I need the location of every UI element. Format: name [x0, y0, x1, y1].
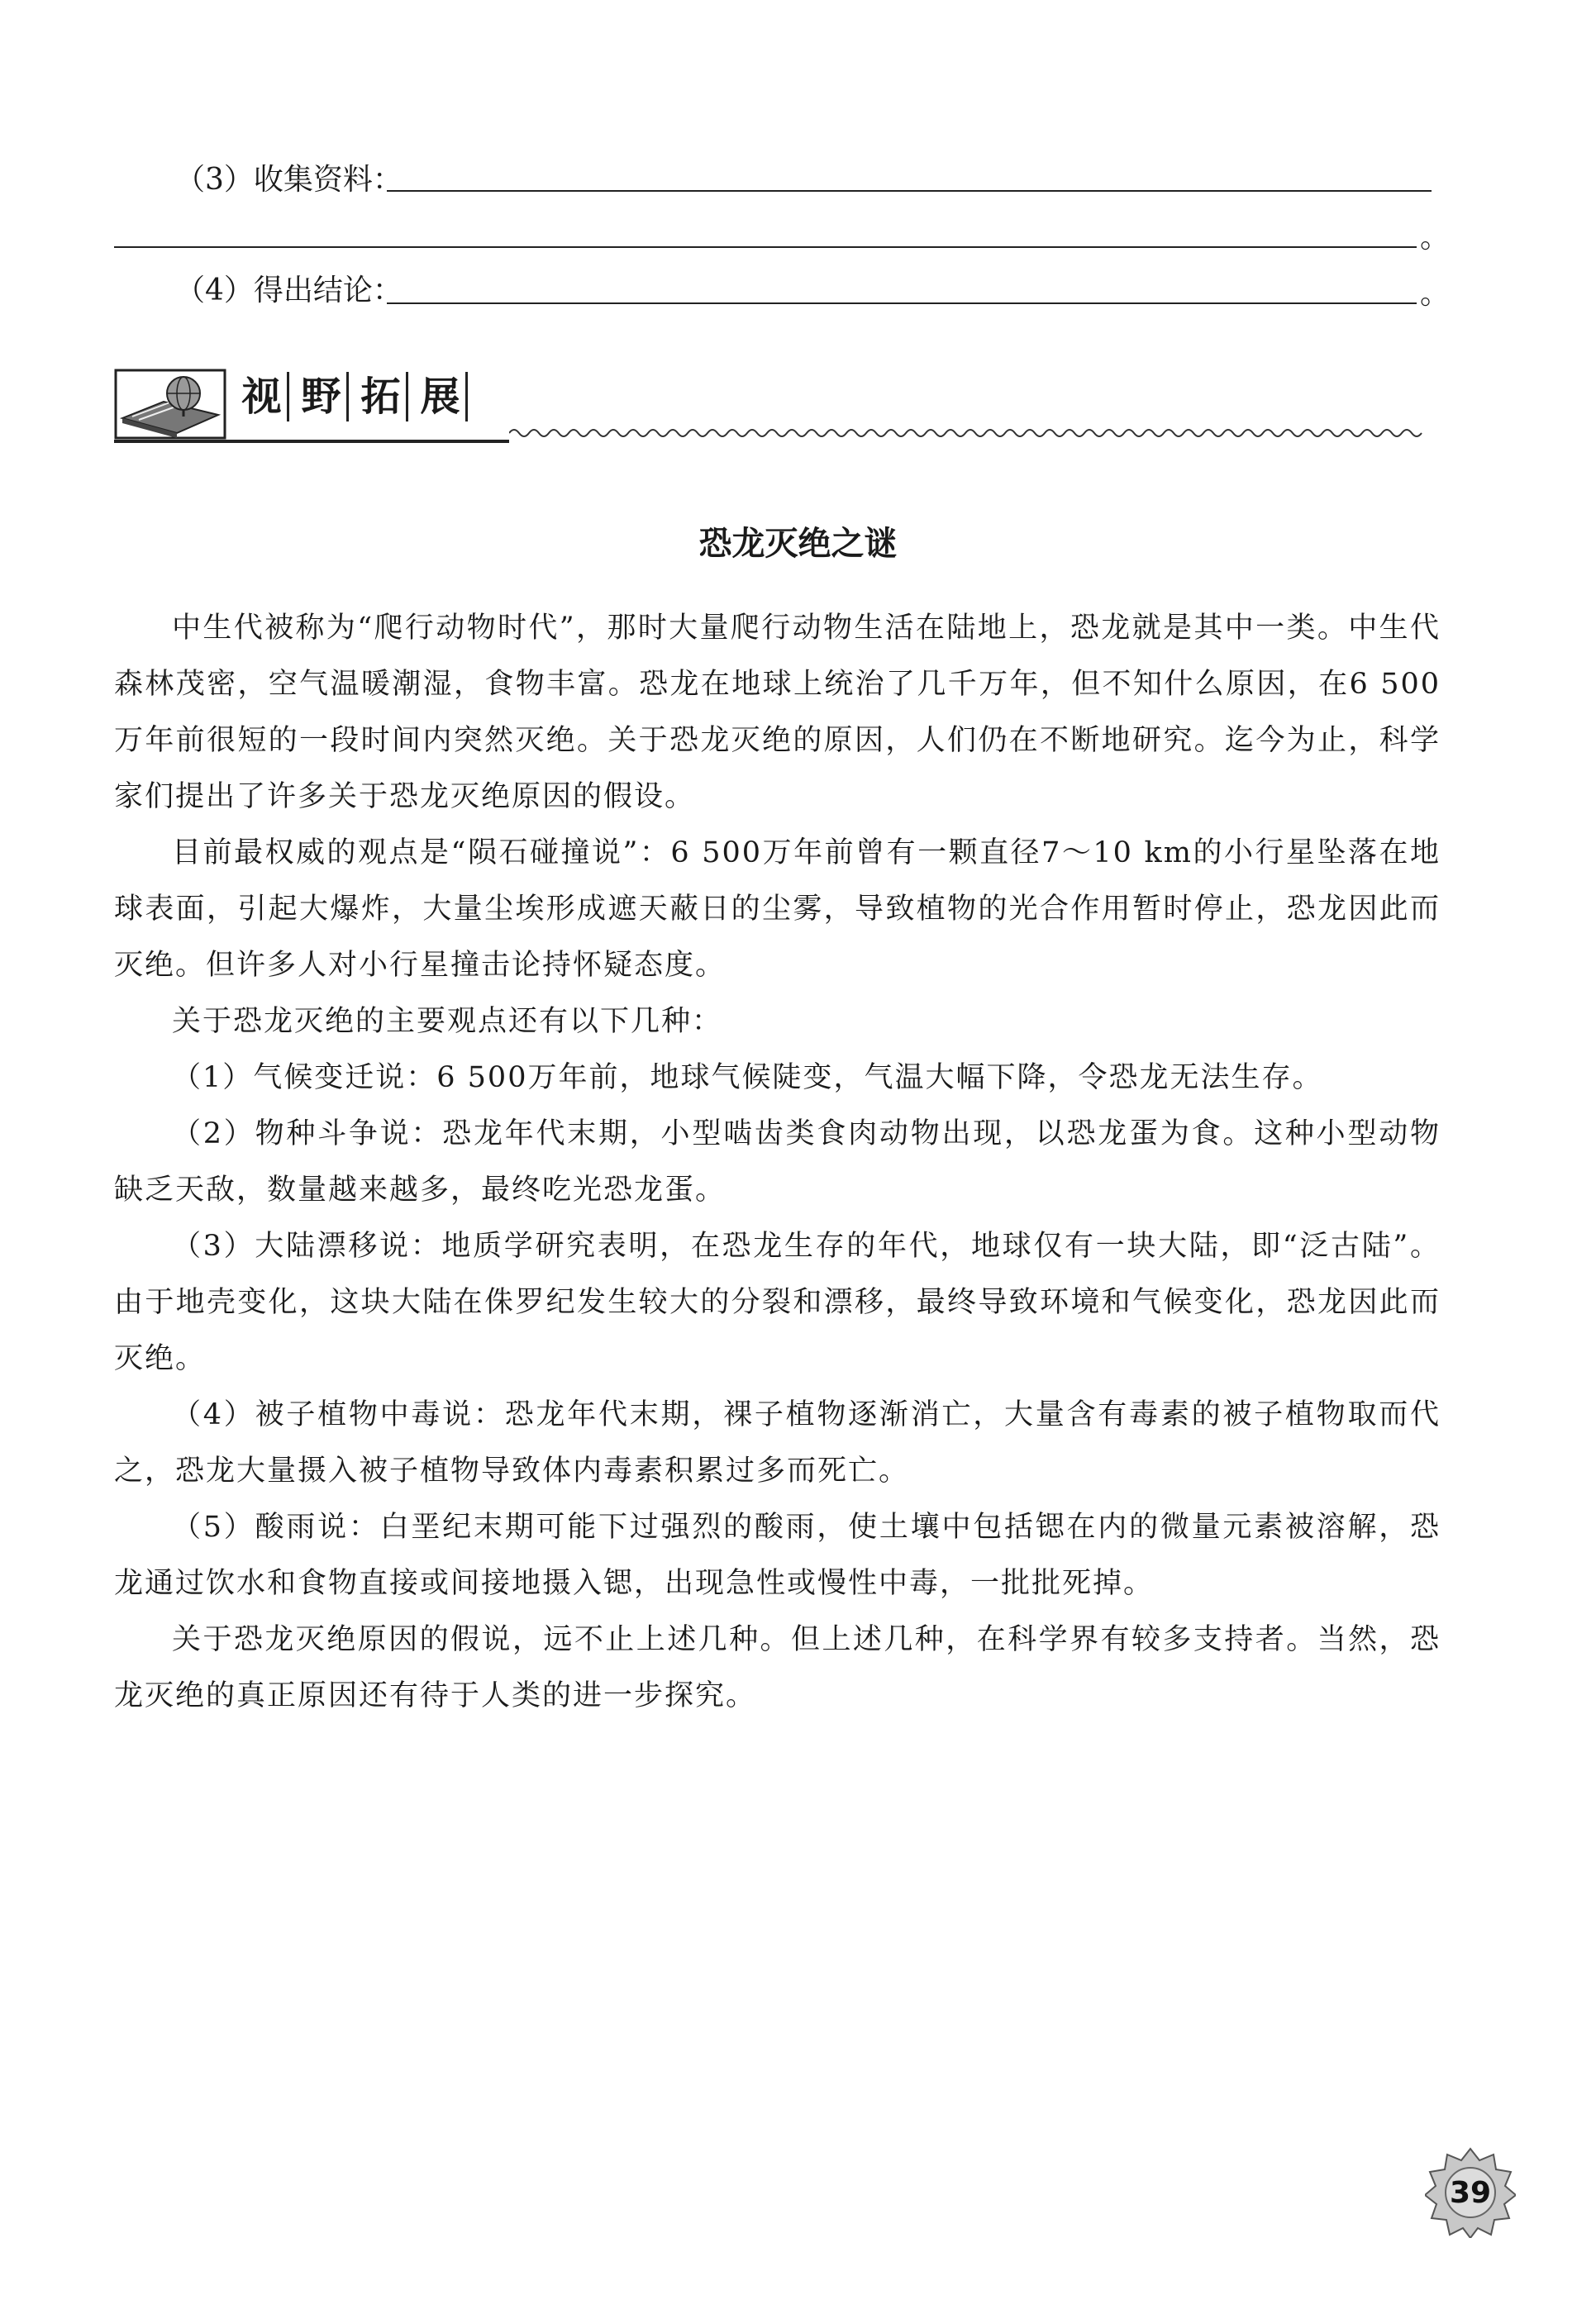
q4-label: （4）得出结论：	[175, 274, 403, 307]
article-title: 恐龙灭绝之谜	[698, 525, 898, 563]
section-underline	[114, 440, 509, 443]
article-body	[114, 600, 1441, 1724]
paragraph-other-views: 关于恐龙灭绝的主要观点还有以下几种：	[172, 1005, 723, 1038]
wavy-divider	[509, 423, 1432, 443]
paragraph-drift: （3）大陆漂移说：地质学研究表明，在恐龙生存的年代，地球仅有一块大陆，即“泛古陆”。由于地壳变化，这块大陆在侏罗纪发生较大的分裂和漂移，最终导致环境和气候变化，恐龙因此而灭绝。	[114, 1230, 1441, 1375]
paragraph-poison: （4）被子植物中毒说：恐龙年代末期，裸子植物逐渐消亡，大量含有毒素的被子植物取而代之，恐龙大量摄入被子植物导致体内毒素积累过多而死亡。	[114, 1398, 1441, 1488]
page-number-badge	[1425, 2147, 1516, 2238]
section-char-1: 视	[240, 372, 289, 421]
paragraph-conclusion: 关于恐龙灭绝原因的假说，远不止上述几种。但上述几种，在科学界有较多支持者。当然，恐龙灭绝的真正原因还有待于人类的进一步探究。	[114, 1623, 1441, 1712]
section-char-4: 展	[418, 372, 468, 421]
q3-answer-line-1[interactable]	[387, 190, 1432, 192]
paragraph-meteor: 目前最权威的观点是“陨石碰撞说”：6 500万年前曾有一颗直径7～10 km的小行星坠落在地球表面，引起大爆炸，大量尘埃形成遮天蔽日的尘雾，导致植物的光合作用暂时停止，恐龙因此而灭绝。但许多人对小行星撞击论持怀疑态度。	[114, 836, 1441, 982]
section-char-2: 野	[299, 372, 349, 421]
section-char-3: 拓	[359, 372, 408, 421]
q3-period: 。	[1420, 221, 1451, 255]
q4-answer-line[interactable]	[387, 302, 1417, 304]
section-title	[240, 372, 478, 421]
q3-answer-line-2[interactable]	[114, 246, 1417, 248]
paragraph-species: （2）物种斗争说：恐龙年代末期，小型啮齿类食肉动物出现，以恐龙蛋为食。这种小型动物缺乏天敌，数量越来越多，最终吃光恐龙蛋。	[114, 1117, 1441, 1207]
paragraph-acid-rain: （5）酸雨说：白垩纪末期可能下过强烈的酸雨，使土壤中包括锶在内的微量元素被溶解，恐龙通过饮水和食物直接或间接地摄入锶，出现急性或慢性中毒，一批批死掉。	[114, 1511, 1441, 1600]
paragraph-intro: 中生代被称为“爬行动物时代”，那时大量爬行动物生活在陆地上，恐龙就是其中一类。中生代森林茂密，空气温暖潮湿，食物丰富。恐龙在地球上统治了几千万年，但不知什么原因，在6 500万年前很短的一段时间内突然灭绝。关于恐龙灭绝的原因，人们仍在不断地研究。迄今为止，科学家们提出了许多关于恐龙灭绝原因的假设。	[114, 612, 1441, 813]
q3-label: （3）收集资料：	[175, 163, 403, 197]
page-number: 39	[1449, 2175, 1492, 2210]
book-globe-icon	[114, 369, 226, 440]
paragraph-climate: （1）气候变迁说：6 500万年前，地球气候陡变，气温大幅下降，令恐龙无法生存。	[172, 1061, 1323, 1094]
q4-period: 。	[1420, 277, 1451, 311]
